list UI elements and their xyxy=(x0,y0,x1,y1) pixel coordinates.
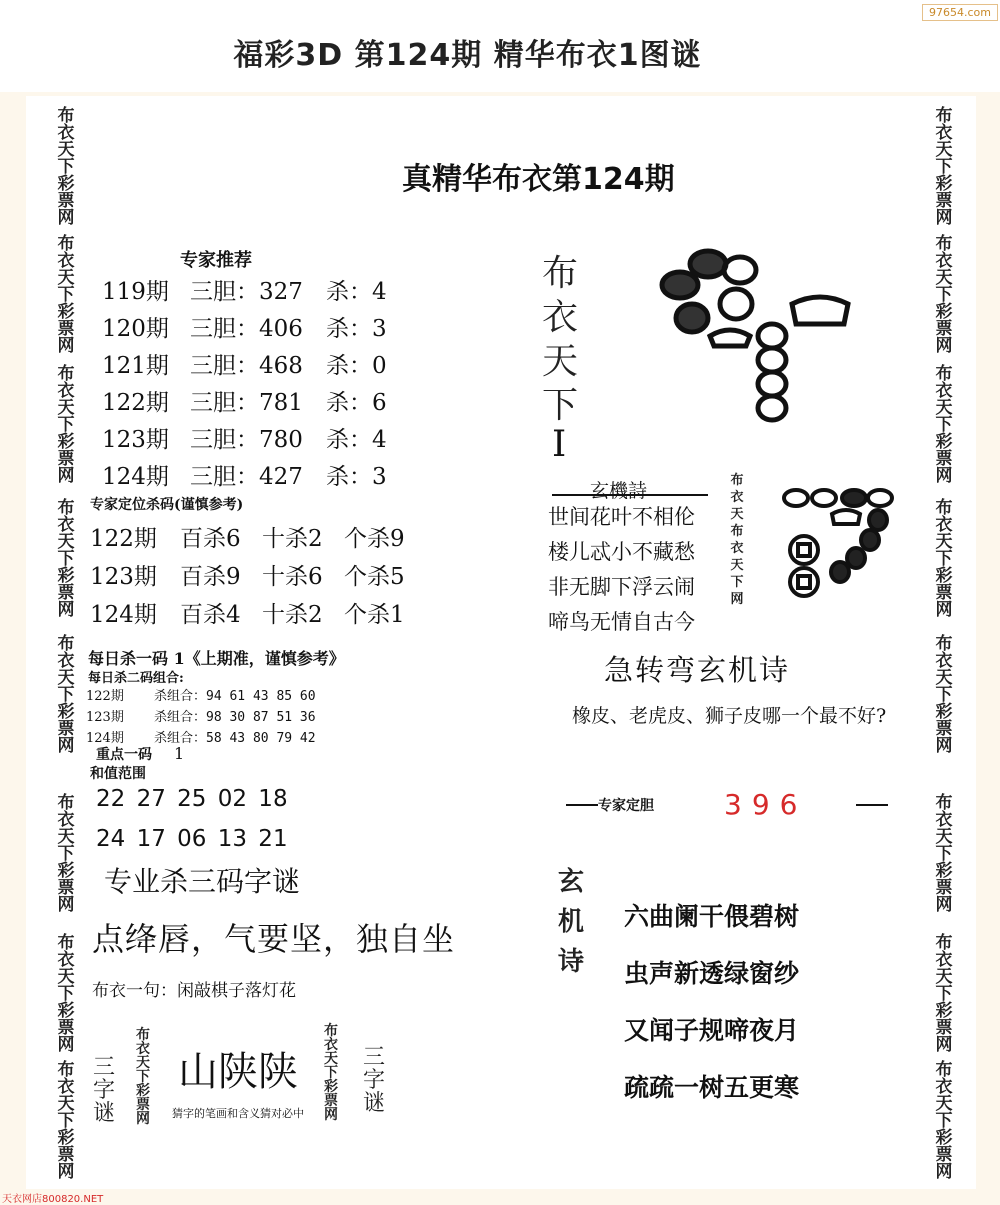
poem2-line: 虫声新透绿窗纱 xyxy=(624,959,800,988)
poem1-line: 非无脚下浮云闹 xyxy=(548,575,695,599)
expert-recommend-heading: 专家推荐 xyxy=(180,250,252,271)
watermark-left-2: 布衣天下彩票网 xyxy=(57,234,75,356)
expert-dan-value: 396 xyxy=(724,788,808,821)
poem2-line: 又闻子规啼夜月 xyxy=(624,1016,800,1045)
position-kill-row: 123期 百杀9 十杀6 个杀5 xyxy=(90,564,405,590)
position-kill-list xyxy=(90,520,405,634)
three-char-label-right: 三字谜 xyxy=(362,1045,385,1116)
watermark-right-4: 布衣天下彩票网 xyxy=(935,498,953,620)
daily-kill-row: 124期 杀组合：58 43 80 79 42 xyxy=(86,731,316,746)
poem2-line: 疏疏一树五更寒 xyxy=(624,1073,800,1102)
expert-dan-rule-right xyxy=(856,804,888,806)
poster-title: 真精华布衣第124期 xyxy=(402,162,675,197)
key-code-value: 1 xyxy=(174,744,185,763)
watermark-left-7: 布衣天下彩票网 xyxy=(57,933,75,1055)
position-kill-row: 122期 百杀6 十杀2 个杀9 xyxy=(90,526,405,552)
expert-dan-label: 专家定胆 xyxy=(598,798,654,814)
coins-picture xyxy=(650,240,860,430)
buyi-roman: I xyxy=(552,424,567,465)
poem1-side-watermark: 布衣天布衣天下网 xyxy=(730,473,744,607)
mountain-riddle-note: 猜字的笔画和含义猜对必中 xyxy=(172,1107,304,1120)
poem1-lines xyxy=(548,500,695,640)
expert-dan-rule-left xyxy=(566,804,598,806)
poem1-line: 楼儿忒小不藏愁 xyxy=(548,540,695,564)
poem2-lines xyxy=(624,888,799,1116)
buyi-sentence: 布衣一句：闲敲棋子落灯花 xyxy=(92,981,296,1001)
footer-text: 天衣网店800820.NET xyxy=(2,1194,104,1205)
watermark-right-6: 布衣天下彩票网 xyxy=(935,793,953,915)
watermark-left-5: 布衣天下彩票网 xyxy=(57,634,75,756)
daily-kill-two-heading: 每日杀二码组合: xyxy=(88,671,184,686)
poem2-side: 玄机诗 xyxy=(557,867,584,977)
page-title: 福彩3D 第124期 精华布衣1图谜 xyxy=(233,38,702,73)
watermark-right-8: 布衣天下彩票网 xyxy=(935,1060,953,1182)
sum-range-label: 和值范围 xyxy=(90,766,146,782)
recommend-row: 121期 三胆：468 杀：0 xyxy=(102,353,387,379)
watermark-left-3: 布衣天下彩票网 xyxy=(57,364,75,486)
recommend-row: 119期 三胆：327 杀：4 xyxy=(102,279,387,305)
riddle-text: 点绛唇，气要坚，独自坐 xyxy=(92,920,456,958)
watermark-left-1: 布衣天下彩票网 xyxy=(57,106,75,228)
expert-recommend-list xyxy=(102,274,387,496)
watermark-left-4: 布衣天下彩票网 xyxy=(57,498,75,620)
watermark-right-2: 布衣天下彩票网 xyxy=(935,234,953,356)
key-code-label: 重点一码 xyxy=(96,747,152,763)
riddle-heading: 专业杀三码字谜 xyxy=(104,865,301,898)
watermark-right-1: 布衣天下彩票网 xyxy=(935,106,953,228)
recommend-row: 123期 三胆：780 杀：4 xyxy=(102,427,387,453)
sum-range-row-1: 22 27 25 02 18 xyxy=(96,786,288,812)
sum-range-row-2: 24 17 06 13 21 xyxy=(96,826,288,852)
daily-kill-row: 122期 杀组合：94 61 43 85 60 xyxy=(86,689,316,704)
mountain-riddle: 山陕陕 xyxy=(178,1049,298,1095)
watermark-left-6: 布衣天下彩票网 xyxy=(57,793,75,915)
watermark-right-5: 布衣天下彩票网 xyxy=(935,634,953,756)
position-kill-row: 124期 百杀4 十杀2 个杀1 xyxy=(90,602,405,628)
position-kill-heading: 专家定位杀码(谨慎参考) xyxy=(90,497,244,513)
quick-poem-heading: 急转弯玄机诗 xyxy=(604,653,791,687)
poem1-line: 啼鸟无情自古今 xyxy=(548,610,695,634)
recommend-row: 122期 三胆：781 杀：6 xyxy=(102,390,387,416)
watermark-mini-left: 布衣天下彩票网 xyxy=(136,1027,150,1127)
site-tag[interactable]: 97654.com xyxy=(922,4,998,21)
watermark-right-7: 布衣天下彩票网 xyxy=(935,933,953,1055)
quick-poem-text: 橡皮、老虎皮、狮子皮哪一个最不好? xyxy=(572,705,887,727)
buyi-vertical: 布衣天下 xyxy=(541,253,578,426)
poem2-line: 六曲阑干偎碧树 xyxy=(624,902,800,931)
watermark-right-3: 布衣天下彩票网 xyxy=(935,364,953,486)
watermark-mini-right: 布衣天下彩票网 xyxy=(324,1023,338,1123)
three-char-label-left: 三字谜 xyxy=(92,1055,115,1126)
recommend-row: 124期 三胆：427 杀：3 xyxy=(102,464,387,490)
poem1-rule xyxy=(552,494,708,496)
recommend-row: 120期 三胆：406 杀：3 xyxy=(102,316,387,342)
watermark-left-8: 布衣天下彩票网 xyxy=(57,1060,75,1182)
daily-kill-one: 每日杀一码 1《上期准，谨慎参考》 xyxy=(88,649,345,668)
poem1-heading: 玄機詩 xyxy=(590,480,648,502)
poem1-line: 世间花叶不相伦 xyxy=(548,505,695,529)
daily-kill-list xyxy=(86,686,316,749)
coins-picture-2 xyxy=(778,484,898,604)
daily-kill-row: 123期 杀组合：98 30 87 51 36 xyxy=(86,710,316,725)
